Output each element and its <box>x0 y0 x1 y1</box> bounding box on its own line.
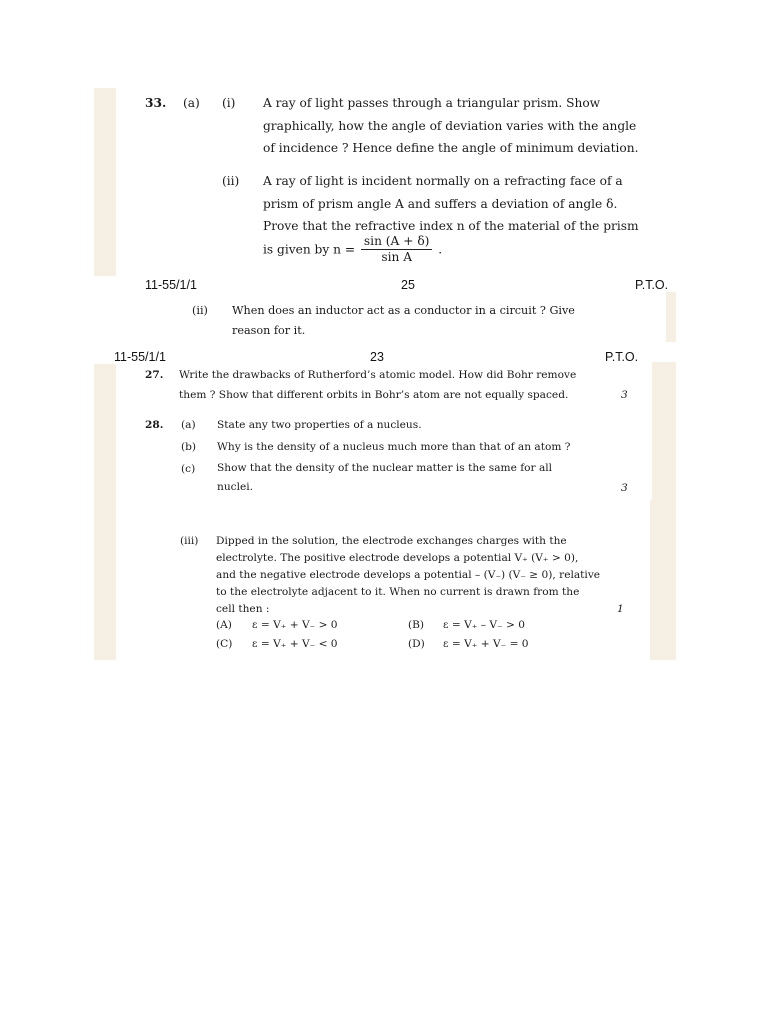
question-28-b-label: (b) <box>181 441 197 453</box>
inductor-question-number: (ii) <box>192 304 208 317</box>
q33-ii-line: prism of prism angle A and suffers a deviation of angle δ. <box>263 196 618 211</box>
option-b-label: (B) <box>408 619 425 631</box>
right-margin-strip-3 <box>650 500 676 660</box>
q-iii-line: electrolyte. The positive electrode develops a potential V₊ (V₊ > 0), <box>216 552 579 564</box>
formula-fraction <box>361 234 432 265</box>
footer-23-code: 11-55/1/1 <box>114 350 166 364</box>
question-27-marks: 3 <box>621 389 628 401</box>
question-28-a-text: State any two properties of a nucleus. <box>217 419 422 431</box>
option-c-text: ε = V₊ + V₋ < 0 <box>252 638 338 650</box>
option-d-label: (D) <box>408 638 425 650</box>
question-27-number: 27. <box>145 369 164 381</box>
question-28-b-text: Why is the density of a nucleus much more than that of an atom ? <box>217 441 571 453</box>
inductor-line: reason for it. <box>232 324 306 337</box>
option-a-text: ε = V₊ + V₋ > 0 <box>252 619 338 631</box>
option-c-label: (C) <box>216 638 233 650</box>
q-iii-line: cell then : <box>216 603 270 615</box>
option-b-text: ε = V₊ – V₋ > 0 <box>443 619 525 631</box>
q-iii-line: Dipped in the solution, the electrode exchanges charges with the <box>216 535 567 547</box>
q33-ii-line: Prove that the refractive index n of the material of the prism <box>263 219 639 233</box>
right-margin-strip-1 <box>666 292 676 342</box>
q27-line: Write the drawbacks of Rutherford’s atomic model. How did Bohr remove <box>179 369 577 381</box>
question-iii-marks: 1 <box>617 603 624 615</box>
option-a-label: (A) <box>216 619 232 631</box>
footer-23-pto: P.T.O. <box>605 350 639 364</box>
question-iii-number: (iii) <box>180 535 199 547</box>
formula-prefix: is given by n = <box>263 242 356 257</box>
right-margin-strip-2 <box>652 362 676 500</box>
q33-i-line: graphically, how the angle of deviation varies with the angle <box>263 118 637 133</box>
q33-i-line: A ray of light passes through a triangular prism. Show <box>263 96 601 110</box>
question-28-number: 28. <box>145 419 164 431</box>
question-28-a-label: (a) <box>181 419 196 431</box>
question-33-sub-i: (i) <box>222 96 236 110</box>
q33-i-line: of incidence ? Hence define the angle of minimum deviation. <box>263 141 639 155</box>
formula-denominator: sin A <box>381 250 412 264</box>
q-iii-line: and the negative electrode develops a potential – (V₋) (V₋ ≥ 0), relative <box>216 569 601 581</box>
left-margin-strip-bottom <box>94 364 116 660</box>
q33-ii-line: A ray of light is incident normally on a refracting face of a <box>263 174 623 188</box>
question-33-i-text <box>263 92 643 160</box>
question-28-c-label: (c) <box>181 463 196 475</box>
question-iii-text <box>216 533 616 618</box>
question-28-c-text <box>217 459 617 497</box>
left-margin-strip-top <box>94 88 116 276</box>
q28-c-line: Show that the density of the nuclear matter is the same for all <box>217 462 553 474</box>
question-33-number: 33. <box>145 96 167 110</box>
footer-25-page-number: 25 <box>401 278 415 292</box>
formula-suffix: . <box>438 242 443 257</box>
refractive-index-formula <box>263 234 442 265</box>
footer-25-code: 11-55/1/1 <box>145 278 197 292</box>
option-d-text: ε = V₊ + V₋ = 0 <box>443 638 529 650</box>
q27-line: them ? Show that different orbits in Bohr’s atom are not equally spaced. <box>179 389 569 401</box>
question-33-part-a: (a) <box>183 96 200 110</box>
question-28-marks: 3 <box>621 482 628 494</box>
question-27-text <box>179 365 619 405</box>
footer-23-page-number: 23 <box>370 350 384 364</box>
question-33-ii-text <box>263 170 648 238</box>
footer-25-pto: P.T.O. <box>635 278 669 292</box>
inductor-question-text <box>232 301 632 341</box>
q-iii-line: to the electrolyte adjacent to it. When no current is drawn from the <box>216 586 580 598</box>
inductor-line: When does an inductor act as a conductor in a circuit ? Give <box>232 304 575 317</box>
q28-c-line: nuclei. <box>217 481 253 493</box>
question-33-sub-ii: (ii) <box>222 174 240 188</box>
formula-numerator: sin (A + δ) <box>361 234 432 250</box>
